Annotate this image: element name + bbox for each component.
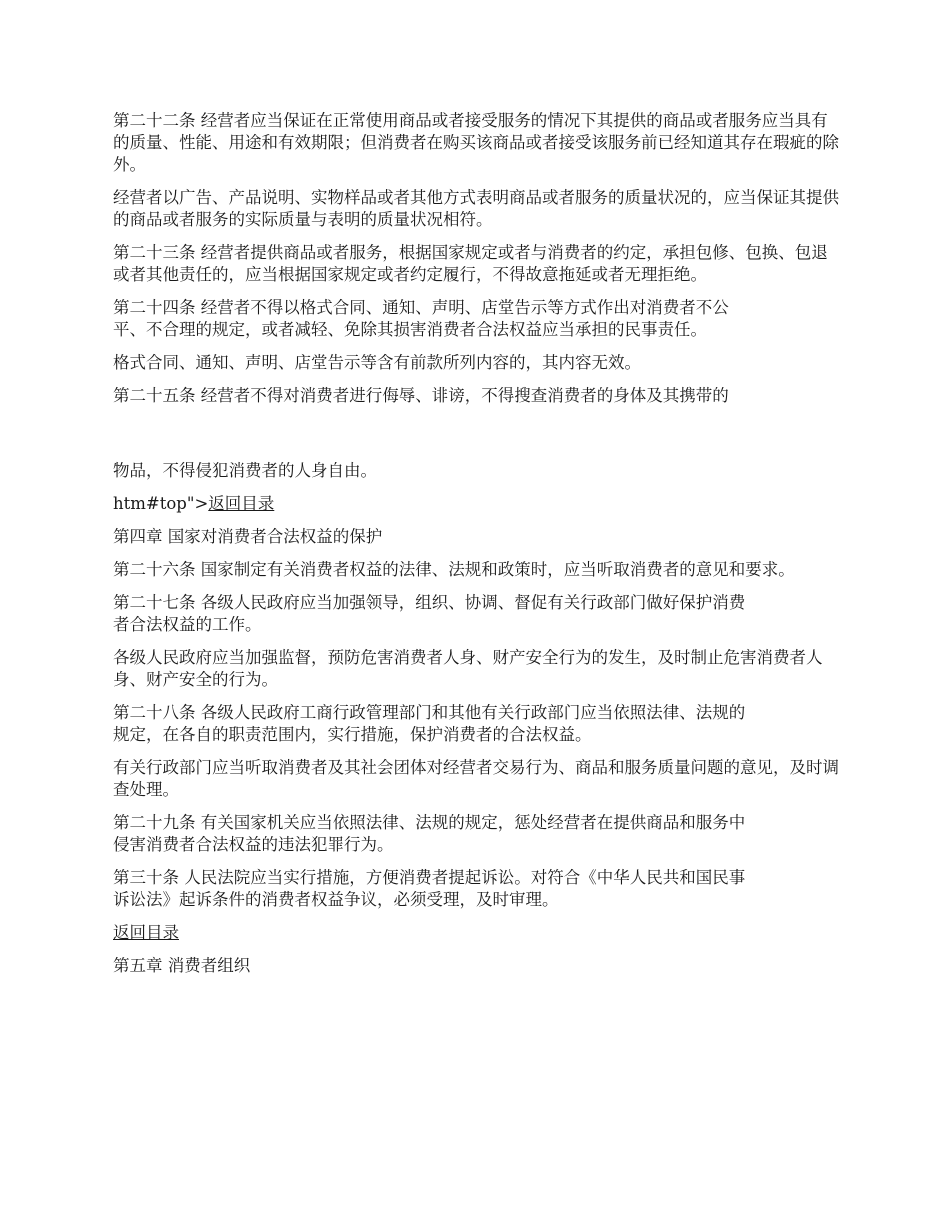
article-24-para: 第二十四条 经营者不得以格式合同、通知、声明、店堂告示等方式作出对消费者不公 平、不合理的规定，或者减轻、免除其损害消费者合法权益应当承担的民事责任。 (113, 298, 729, 339)
broken-anchor-text: htm#top"> (113, 494, 209, 513)
government-supervision-para: 各级人民政府应当加强监督，预防危害消费者人身、财产安全行为的发生，及时制止危害消费者人身、财产安全的行为。 (113, 648, 823, 689)
back-to-toc-link-2[interactable]: 返回目录 (113, 923, 179, 942)
article-27-para: 第二十七条 各级人民政府应当加强领导，组织、协调、督促有关行政部门做好保护消费 者合法权益的工作。 (113, 593, 746, 634)
page-break-gap (113, 418, 841, 460)
chapter-4-heading: 第四章 国家对消费者合法权益的保护 (113, 527, 383, 546)
article-28-para: 第二十八条 各级人民政府工商行政管理部门和其他有关行政部门应当依照法律、法规的 规定，在各自的职责范围内，实行措施，保护消费者的合法权益。 (113, 703, 746, 744)
article-29-para: 第二十九条 有关国家机关应当依照法律、法规的规定，惩处经营者在提供商品和服务中 侵害消费者合法权益的违法犯罪行为。 (113, 813, 746, 854)
article-25-para: 第二十五条 经营者不得对消费者进行侮辱、诽谤，不得搜查消费者的身体及其携带的 (113, 386, 729, 405)
article-22-para: 第二十二条 经营者应当保证在正常使用商品或者接受服务的情况下其提供的商品或者服务应当具有的质量、性能、用途和有效期限；但消费者在购买该商品或者接受该服务前已经知道其存在瑕疵的除外。 (113, 111, 839, 174)
format-contract-para: 格式合同、通知、声明、店堂告示等含有前款所列内容的，其内容无效。 (113, 353, 641, 372)
article-30-para: 第三十条 人民法院应当实行措施，方便消费者提起诉讼。对符合《中华人民共和国民事 诉讼法》起诉条件的消费者权益争议，必须受理，及时审理。 (113, 868, 746, 909)
quality-statement-para: 经营者以广告、产品说明、实物样品或者其他方式表明商品或者服务的质量状况的，应当保证其提供的商品或者服务的实际质量与表明的质量状况相符。 (113, 188, 839, 229)
administrative-departments-para: 有关行政部门应当听取消费者及其社会团体对经营者交易行为、商品和服务质量问题的意见，及时调查处理。 (113, 758, 839, 799)
article-26-para: 第二十六条 国家制定有关消费者权益的法律、法规和政策时，应当听取消费者的意见和要求。 (113, 560, 795, 579)
chapter-5-heading: 第五章 消费者组织 (113, 956, 251, 975)
back-to-toc-line-2 (113, 922, 841, 944)
article-23-para: 第二十三条 经营者提供商品或者服务，根据国家规定或者与消费者的约定，承担包修、包换、包退或者其他责任的，应当根据国家规定或者约定履行，不得故意拖延或者无理拒绝。 (113, 243, 828, 284)
document-body (113, 110, 841, 988)
article-25-continued-para: 物品，不得侵犯消费者的人身自由。 (113, 461, 377, 480)
back-to-toc-line (113, 493, 841, 515)
back-to-toc-link[interactable]: 返回目录 (208, 494, 275, 513)
